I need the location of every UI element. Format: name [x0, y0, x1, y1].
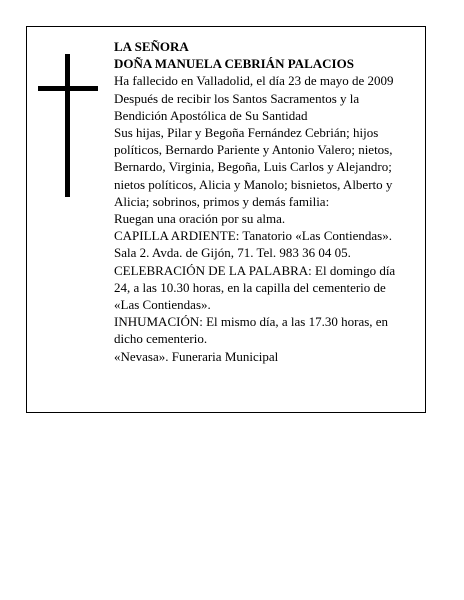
deceased-name: DOÑA MANUELA CEBRIÁN PALACIOS — [114, 56, 354, 72]
celebration-info: CELEBRACIÓN DE LA PALABRA: El domingo día 24, a las 10.30 horas, en la capilla del cementerio de «Las Contiendas». — [114, 262, 396, 313]
sacraments-text: Después de recibir los Santos Sacramentos y la Bendición Apostólica de Su Santidad — [114, 90, 360, 123]
burial-info: INHUMACIÓN: El mismo día, a las 17.30 horas, en dicho cementerio. — [114, 314, 389, 347]
funeral-home: «Nevasa». Funeraria Municipal — [114, 348, 279, 364]
prayer-request: Ruegan una oración por su alma. — [114, 211, 286, 227]
obituary-text — [114, 38, 414, 365]
notice-title: LA SEÑORA — [114, 39, 189, 54]
death-announcement: Ha fallecido en Valladolid, el día 23 de mayo de 2009 — [114, 73, 394, 89]
cross-horizontal-bar — [38, 86, 98, 91]
family-list: Sus hijas, Pilar y Begoña Fernández Cebrián; hijos políticos, Bernardo Pariente y Antonio Valero; nietos, Bernardo, Virginia, Begoña, Luis Carlos y Alejandro; nietos políticos, Alicia y Manolo; bisnietos, Alberto y Alicia; sobrinos, primos y demás familia: — [114, 125, 393, 209]
cross-vertical-bar — [65, 54, 70, 197]
chapel-info: CAPILLA ARDIENTE: Tanatorio «Las Contiendas». Sala 2. Avda. de Gijón, 71. Tel. 983 36 04 05. — [114, 228, 392, 261]
latin-cross-icon — [38, 54, 98, 197]
